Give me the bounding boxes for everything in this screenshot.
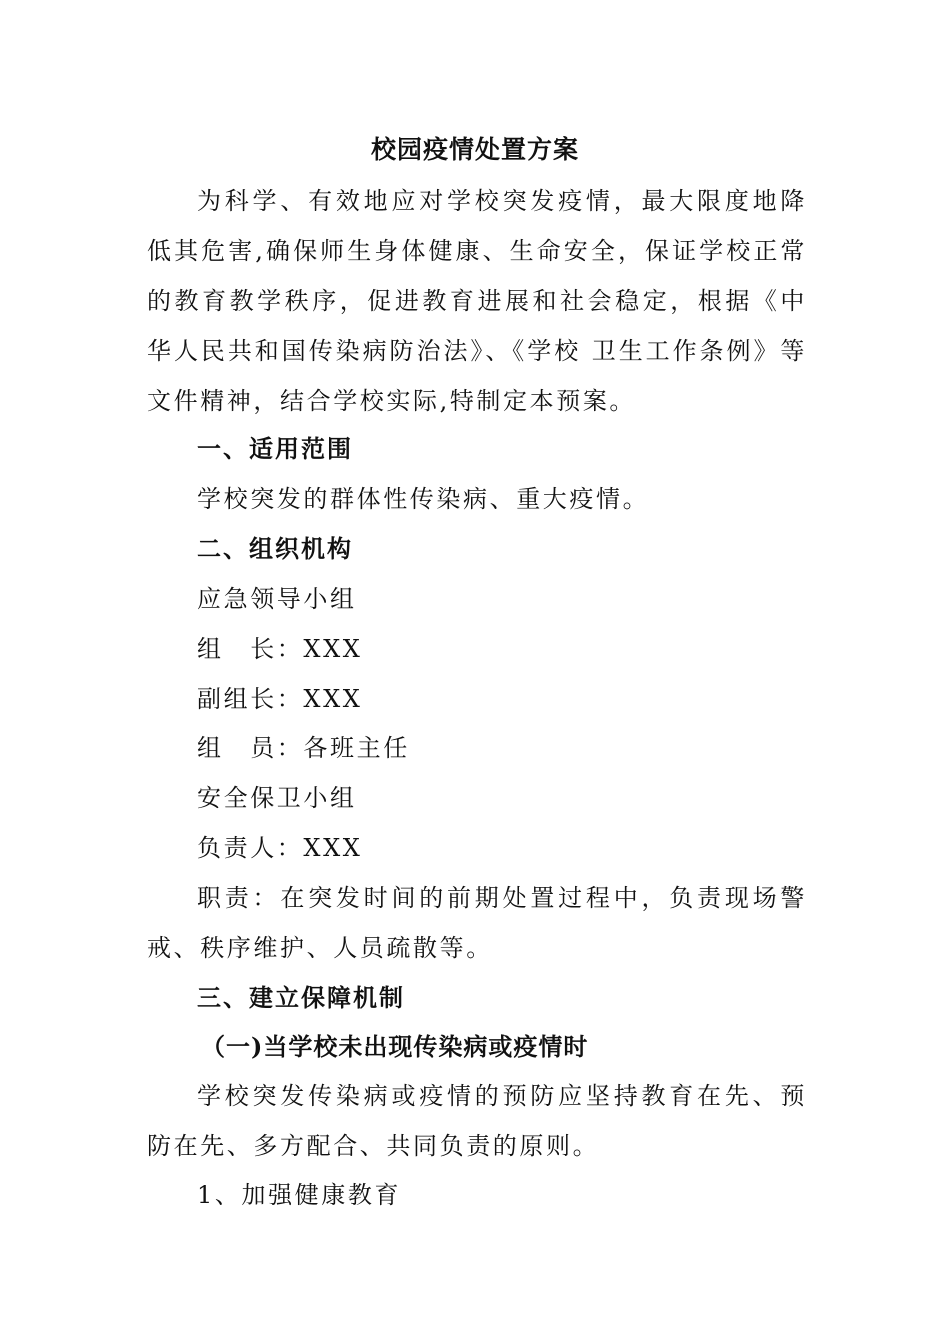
health-education-item: 1、加强健康教育	[197, 1181, 402, 1209]
section-heading-organization: 二、组织机构	[197, 534, 353, 563]
scope-text: 学校突发的群体性传染病、重大疫情。	[197, 485, 650, 513]
intro-paragraph: 为科学、有效地应对学校突发疫情，最大限度地降低其危害,确保师生身体健康、生命安全，保证学校正常的教育教学秩序，促进教育进展和社会稳定，根据《中华人民共和国传染病防治法》、《学校 卫生工作条例》等文件精神，结合学校实际,特制定本预案。	[147, 187, 807, 415]
section-heading-mechanism: 三、建立保障机制	[197, 983, 405, 1012]
subsection-heading-no-outbreak: （一)当学校未出现传染病或疫情时	[201, 1032, 589, 1061]
section-heading-scope: 一、适用范围	[197, 434, 353, 463]
duty-paragraph: 职责：在突发时间的前期处置过程中，负责现场警戒、秩序维护、人员疏散等。	[147, 884, 807, 962]
emergency-group-label: 应急领导小组	[197, 585, 357, 613]
prevention-principle-paragraph: 学校突发传染病或疫情的预防应坚持教育在先、预防在先、多方配合、共同负责的原则。	[147, 1082, 807, 1160]
responsible-person-line: 负责人：XXX	[197, 834, 363, 862]
document-title: 校园疫情处置方案	[370, 135, 579, 164]
deputy-leader-line: 副组长：XXX	[197, 685, 363, 713]
security-group-label: 安全保卫小组	[197, 784, 357, 812]
group-leader-line: 组 长：XXX	[197, 635, 363, 663]
group-members-line: 组 员：各班主任	[197, 734, 410, 762]
